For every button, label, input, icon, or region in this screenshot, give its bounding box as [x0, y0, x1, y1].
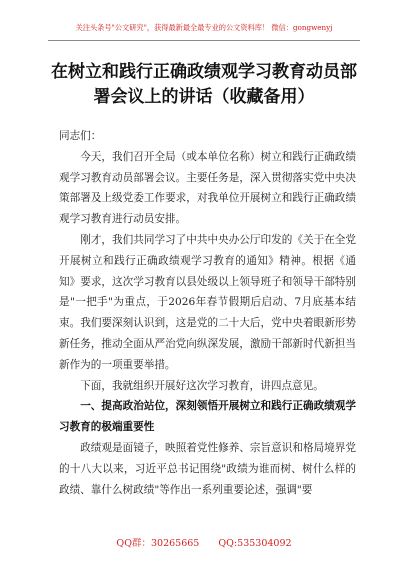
qq-group-label: QQ群：30265665 [116, 538, 200, 549]
document-title: 在树立和践行正确政绩观学习教育动员部署会议上的讲话（收藏备用） [51, 62, 357, 107]
contact-footer [0, 536, 408, 552]
section-heading: 一、提高政治站位，深刻领悟开展树立和践行正确政绩观学习教育的极端重要性 [59, 400, 356, 434]
paragraph-2: 刚才，我们共同学习了中共中央办公厅印发的《关于在全党开展树立和践行正确政绩观学习教育的通知》精神。根据《通知》要求，这次学习教育以县处级以上领导班子和领导干部特别是"一把手"为重点，于2026年春节假期后启动、7月底基本结束。我们要深刻认识到，这是党的二十大后，党中央着眼新形势新任务，推动全面从严治党向纵深发展，激励干部新时代新担当新作为的一项重要举措。 [59, 233, 356, 371]
section-paragraph: 政绩观是面镜子，映照着党性修养、宗旨意识和格局境界党的十八大以来，习近平总书记围绕"政绩为谁而树、树什么样的政绩、靠什么树政绩"等作出一系列重要论述，强调"要 [59, 441, 356, 496]
promo-banner: 关注头条号"公文研究"，获得最新最全最专业的公文资料库！ 微信：gongwenyj [75, 23, 333, 32]
salutation: 同志们： [59, 130, 102, 142]
qq-label: QQ:535304092 [218, 538, 292, 549]
header-divider [48, 40, 360, 41]
paragraph-1: 今天，我们召开全局（或本单位名称）树立和践行正确政绩观学习教育动员部署会议。主要任务是，深入贯彻落实党中央决策部署及上级党委工作要求，对我单位开展树立和践行正确政绩观学习教育进行动员安排。 [59, 150, 356, 226]
document-body [59, 126, 356, 500]
paragraph-3: 下面，我就组织开展好这次学习教育，讲四点意见。 [80, 379, 324, 392]
